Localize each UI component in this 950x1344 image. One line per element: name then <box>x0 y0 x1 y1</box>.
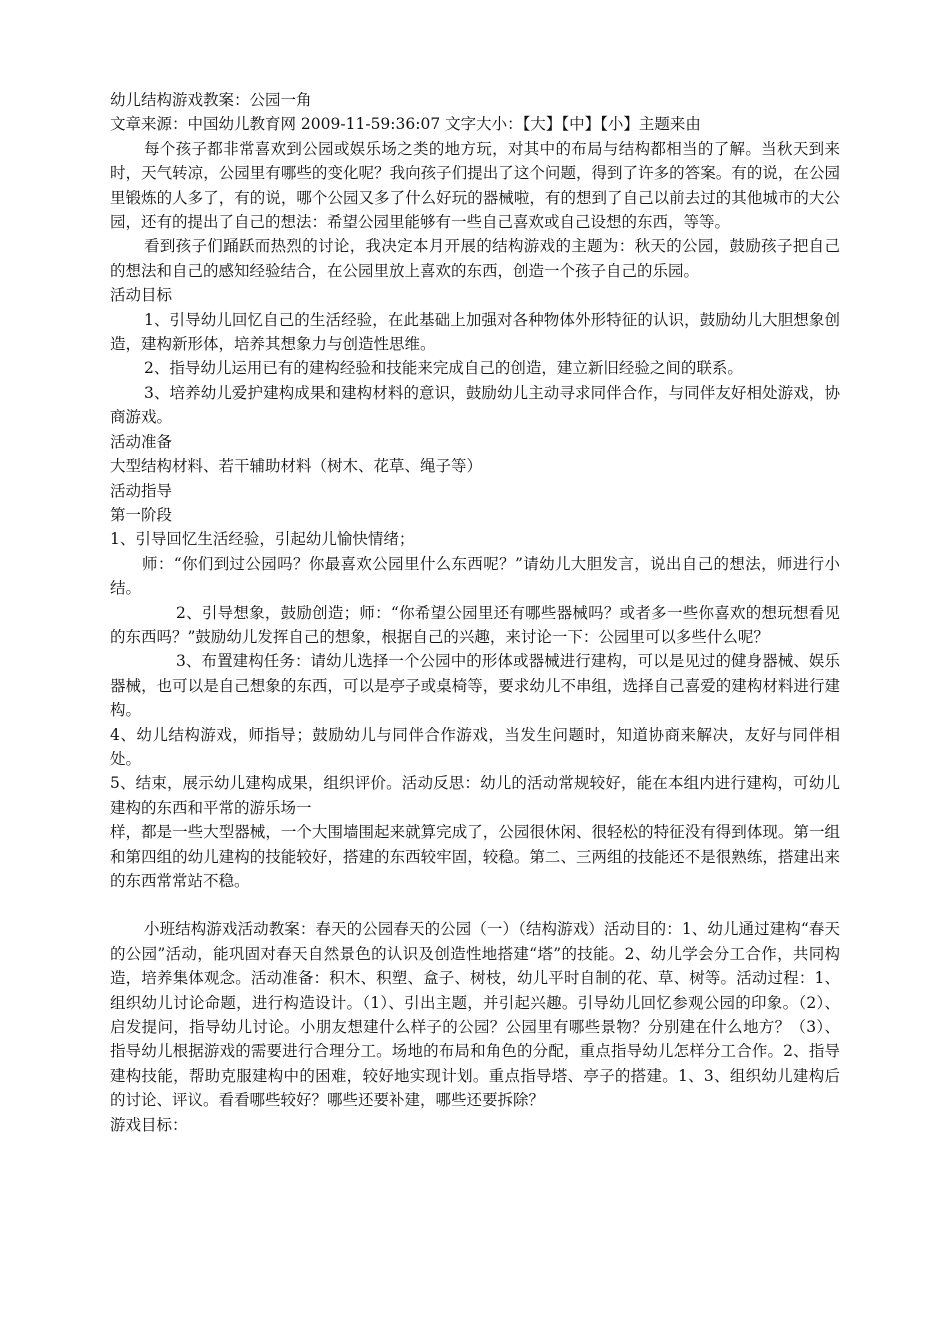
step-3: 3、布置建构任务：请幼儿选择一个公园中的形体或器械进行建构，可以是见过的健身器械、娱乐器械，也可以是自己想象的东西，可以是亭子或桌椅等，要求幼儿不串组，选择自己喜爱的建构材料进行建构。 <box>110 652 840 720</box>
goal-2: 2、指导幼儿运用已有的建构经验和技能来完成自己的创造，建立新旧经验之间的联系。 <box>144 359 743 378</box>
prep-heading: 活动准备 <box>110 432 173 451</box>
game-goals-heading: 游戏目标： <box>110 1115 188 1134</box>
step-1: 1、引导回忆生活经验，引起幼儿愉快情绪； <box>110 530 415 549</box>
intro-paragraph-2: 看到孩子们踊跃而热烈的讨论，我决定本月开展的结构游戏的主题为：秋天的公园，鼓励孩子把自己的想法和自己的感知经验结合，在公园里放上喜欢的东西，创造一个孩子自己的乐园。 <box>110 237 840 280</box>
reflection-continued: 样，都是一些大型器械，一个大围墙围起来就算完成了，公园很休闲、很轻松的特征没有得到体现。第一组和第四组的幼儿建构的技能较好，搭建的东西较牢固，较稳。第二、三两组的技能还不是很熟练，搭建出来的东西常常站不稳。 <box>110 823 840 890</box>
goal-1: 1、引导幼儿回忆自己的生活经验，在此基础上加强对各种物体外形特征的认识，鼓励幼儿大胆想象创造，建构新形体，培养其想象力与创造性思维。 <box>110 310 840 354</box>
stage-heading: 第一阶段 <box>110 505 173 524</box>
step-2: 2、引导想象，鼓励创造；师：“你希望公园里还有哪些器械吗？或者多一些你喜欢的想玩想看见的东西吗？”鼓励幼儿发挥自己的想象，根据自己的兴趣，来讨论一下：公园里可以多些什么呢？ <box>110 603 840 646</box>
step-4: 4、幼儿结构游戏，师指导；鼓励幼儿与同伴合作游戏，当发生问题时，知道协商来解决，友好与同伴相处。 <box>110 725 840 768</box>
doc-title: 幼儿结构游戏教案：公园一角 <box>110 91 312 109</box>
source-line: 文章来源：中国幼儿教育网 2009-11-59:36:07 文字大小：【大】【中】【小】主题来由 <box>110 115 701 134</box>
step-1-teacher: 师：“你们到过公园吗？你最喜欢公园里什么东西呢？”请幼儿大胆发言，说出自己的想法，师进行小结。 <box>110 554 840 598</box>
guide-heading: 活动指导 <box>110 481 173 500</box>
goal-3: 3、培养幼儿爱护建构成果和建构材料的意识，鼓励幼儿主动寻求同伴合作，与同伴友好相处游戏，协商游戏。 <box>110 383 840 427</box>
second-lesson-plan: 小班结构游戏活动教案：春天的公园春天的公园（一）（结构游戏）活动目的：1、幼儿通过建构“春天的公园”活动，能巩固对春天自然景色的认识及创造性地搭建“塔”的技能。2、幼儿学会分工合作，共同构造，培养集体观念。活动准备：积木、积塑、盒子、树枝，幼儿平时自制的花、草、树等。活动过程：1、组织幼儿讨论命题，进行构造设计。（1）、引出主题，并引起兴趣。引导幼儿回忆参观公园的印象。（2）、启发提问，指导幼儿讨论。小朋友想建什么样子的公园？公园里有哪些景物？分别建在什么地方？（3）、指导幼儿根据游戏的需要进行合理分工。场地的布局和角色的分配，重点指导幼儿怎样分工合作。2、指导建构技能，帮助克服建构中的困难，较好地实现计划。重点指导塔、亭子的搭建。1、3、组织幼儿建构后的讨论、评议。看看哪些较好？哪些还要补建，哪些还要拆除？ <box>110 920 840 1110</box>
intro-paragraph-1: 每个孩子都非常喜欢到公园或娱乐场之类的地方玩，对其中的布局与结构都相当的了解。当秋天到来时，天气转凉，公园里有哪些的变化呢？我向孩子们提出了这个问题，得到了许多的答案。有的说，在公园里锻炼的人多了，有的说，哪个公园又多了什么好玩的器械啦，有的想到了自己以前去过的其他城市的大公园，还有的提出了自己的想法：希望公园里能够有一些自己喜欢或自己设想的东西，等等。 <box>110 139 840 232</box>
goals-heading: 活动目标 <box>110 286 173 305</box>
paragraph-gap <box>110 893 840 917</box>
prep-text: 大型结构材料、若干辅助材料（树木、花草、绳子等） <box>110 457 483 476</box>
step-5: 5、结束，展示幼儿建构成果，组织评价。活动反思：幼儿的活动常规较好，能在本组内进行建构，可幼儿建构的东西和平常的游乐场一 <box>110 774 840 817</box>
